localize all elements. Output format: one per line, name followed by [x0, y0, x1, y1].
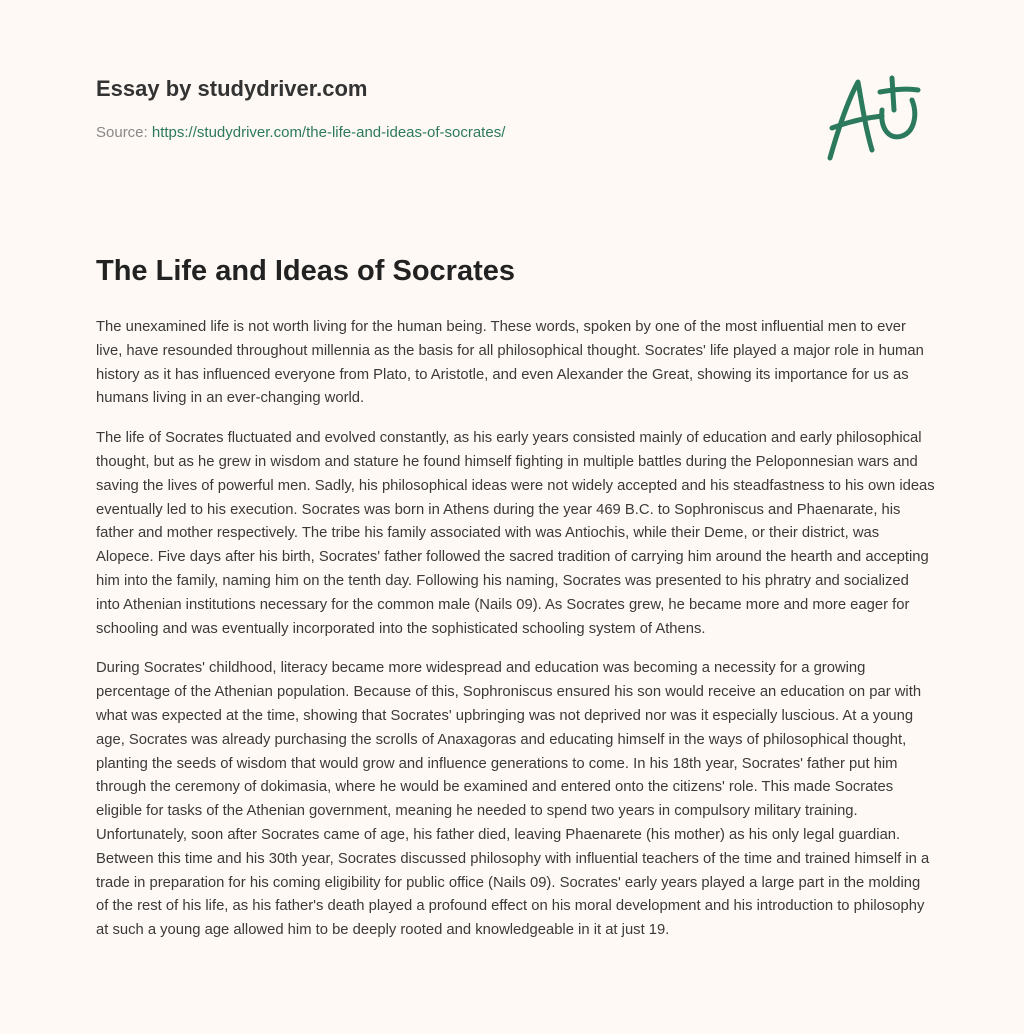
source-label: Source: — [96, 124, 148, 141]
a-plus-logo — [820, 70, 930, 165]
source-line — [96, 124, 505, 141]
essay-body — [96, 316, 936, 959]
paragraph: The life of Socrates fluctuated and evolved constantly, as his early years consisted mainly of education and early philosophical thought, but as he grew in wisdom and stature he found himself fighting in multiple battles during the Peloponnesian wars and saving the lives of powerful men. Sadly, his philosophical ideas were not widely accepted and his steadfastness to his own ideas eventually led to his execution. Socrates was born in Athens during the year 469 B.C. to Sophroniscus and Phaenarate, his father and mother respectively. The tribe his family associated with was Antiochis, while their Deme, or their district, was Alopece. Five days after his birth, Socrates' father followed the sacred tradition of carrying him around the hearth and accepting him into the family, naming him on the tenth day. Following his naming, Socrates was presented to his phratry and socialized into Athenian institutions necessary for the common male (Nails 09). As Socrates grew, he became more and more eager for schooling and was eventually incorporated into the sophisticated schooling system of Athens. — [96, 430, 935, 637]
source-link[interactable]: https://studydriver.com/the-life-and-ideas-of-socrates/ — [151, 124, 506, 141]
paragraph: During Socrates' childhood, literacy became more widespread and education was becoming a necessity for a growing percentage of the Athenian population. Because of this, Sophroniscus ensured his son would receive an education on par with what was expected at the time, showing that Socrates' upbringing was not deprived nor was it especially luscious. At a young age, Socrates was already purchasing the scrolls of Anaxagoras and educating himself in the ways of philosophical thought, planting the seeds of wisdom that would grow and influence generations to come. In his 18th year, Socrates' father put him through the ceremony of dokimasia, where he would be examined and entered onto the citizens' role. This made Socrates eligible for tasks of the Athenian government, meaning he needed to spend two years in compulsory military training. Unfortunately, soon after Socrates came of age, his father died, leaving Phaenarete (his mother) as his only legal guardian. Between this time and his 30th year, Socrates discussed philosophy with influential teachers of the time and trained himself in a trade in preparation for his coming eligibility for public office (Nails 09). Socrates' early years played a large part in the molding of the rest of his life, as his father's death played a profound effect on his moral development and his introduction to philosophy at such a young age allowed him to be deeply rooted and knowledgeable in it at just 19. — [96, 660, 930, 939]
site-brand: Essay by studydriver.com — [96, 76, 368, 101]
paragraph: The unexamined life is not worth living for the human being. These words, spoken by one of the most influential men to ever live, have resounded throughout millennia as the basis for all philosophical thought. Socrates' life played a major role in human history as it has influenced everyone from Plato, to Aristotle, and even Alexander the Great, showing its importance for us as humans living in an ever-changing world. — [96, 319, 924, 407]
essay-title: The Life and Ideas of Socrates — [96, 255, 515, 287]
